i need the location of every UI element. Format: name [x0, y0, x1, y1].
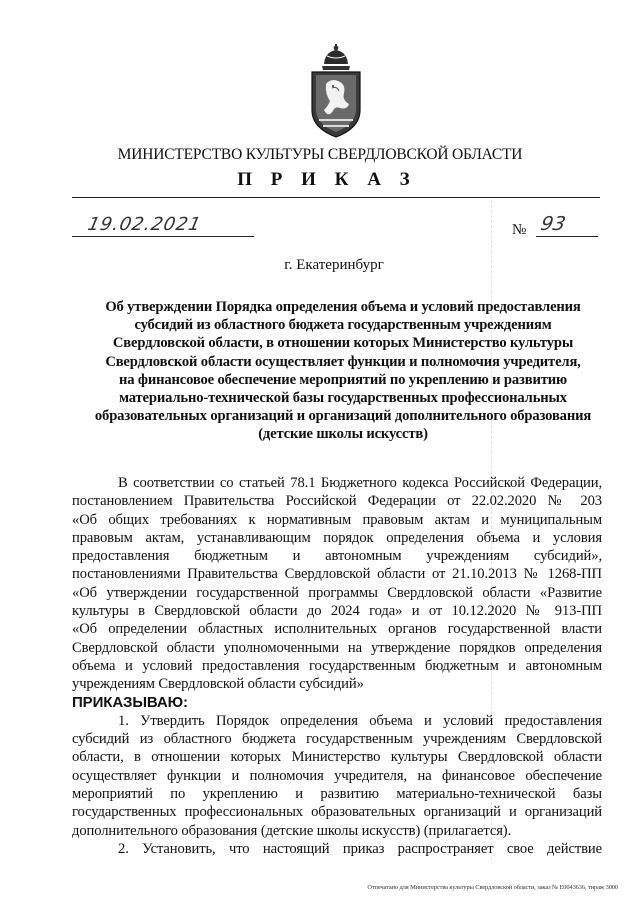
subject-line: (детские школы искусств)	[258, 426, 428, 443]
preamble-line: культуры в Свердловской области до 2024 года» и от 10.12.2020 № 913-ПП	[72, 603, 602, 620]
preamble-line: правовым актам, устанавливающим порядок определения объема и условия	[72, 529, 602, 546]
item-1-line: субсидий из областного бюджета государственным учреждениям Свердловской	[72, 731, 602, 748]
preamble-line: «Об общих требованиях к нормативным правовым актам и муниципальным	[72, 511, 602, 528]
document-type-title: П Р И К А З	[237, 169, 417, 190]
preamble-line: объема и условий предоставления государственным бюджетным и автономным	[72, 657, 602, 674]
preamble-line: постановлением Правительства Российской Федерации от 22.02.2020 № 203	[72, 493, 602, 510]
order-number: 93	[538, 213, 568, 235]
preamble-line: «Об определении областных исполнительных органов государственной власти	[72, 621, 602, 638]
subject-line: субсидий из областного бюджета государственным учреждениям	[134, 317, 552, 334]
preamble-line: предоставления бюджетным и автономным учреждениям субсидий»,	[72, 548, 602, 565]
number-sign: №	[512, 222, 527, 238]
item-2-line: 2. Установить, что настоящий приказ распространяет свое действие	[118, 840, 602, 857]
issue-city: г. Екатеринбург	[284, 257, 384, 273]
preamble-line: учреждениям Свердловской области субсидий»	[72, 676, 364, 693]
preamble-line: Свердловской области уполномоченными на утверждение порядков определения	[72, 639, 602, 656]
item-1-line: области, в отношении которых Министерство культуры Свердловской области	[72, 749, 602, 766]
header-divider	[72, 197, 600, 198]
item-1-line: осуществляет функции и полномочия учредителя, на финансовое обеспечение	[72, 767, 602, 784]
subject-line: Об утверждении Порядка определения объема и условий предоставления	[105, 299, 581, 315]
print-note: Отпечатано для Министерства культуры Свердловской области, заказ № Е0043636, тираж 3000	[367, 884, 618, 891]
order-subject	[82, 298, 604, 444]
subject-line: на финансовое обеспечение мероприятий по укреплению и развитию	[119, 371, 567, 388]
coat-of-arms-icon	[303, 44, 369, 140]
decree-word: ПРИКАЗЫВАЮ:	[72, 693, 188, 711]
preamble-line: В соответствии со статьей 78.1 Бюджетного кодекса Российской Федерации,	[118, 475, 602, 491]
date-underline	[72, 236, 254, 237]
preamble-line: постановлениями Правительства Свердловской области от 21.10.2013 № 1268-ПП	[72, 566, 602, 583]
subject-line: материально-технической базы государственных профессиональных	[119, 390, 567, 407]
ministry-name: МИНИСТЕРСТВО КУЛЬТУРЫ СВЕРДЛОВСКОЙ ОБЛАСТИ	[117, 146, 523, 163]
item-1-line: дополнительного образования (детские школы искусств) (прилагается).	[72, 822, 512, 839]
order-date: 19.02.2021	[85, 214, 204, 235]
preamble-line: «Об утверждении государственной программы Свердловской области «Развитие	[72, 584, 602, 601]
subject-line: Свердловской области осуществляет функции и полномочия учредителя,	[105, 353, 581, 370]
subject-line: образовательных организаций и организаций дополнительного образования	[94, 408, 592, 425]
item-1-line: 1. Утвердить Порядок определения объема и условий предоставления	[118, 712, 602, 729]
order-body	[72, 474, 602, 858]
number-underline	[536, 236, 598, 237]
item-1-line: государственных профессиональных образовательных организаций и организаций	[72, 804, 602, 821]
item-1-line: мероприятий по укреплению и развитию материально-технической базы	[72, 786, 602, 803]
subject-line: Свердловской области, в отношении которых Министерство культуры	[112, 335, 574, 352]
